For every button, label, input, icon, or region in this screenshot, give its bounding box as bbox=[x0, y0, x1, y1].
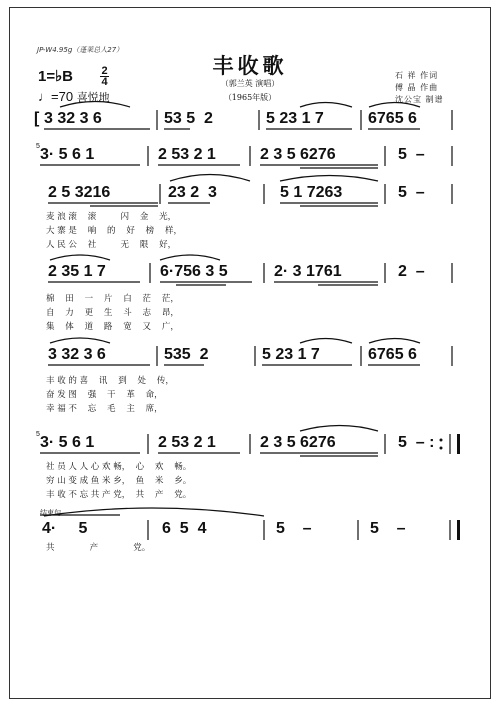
composer-credit: 傅 晶 作曲 bbox=[395, 83, 439, 92]
jump-mark-2: 5 bbox=[36, 431, 40, 438]
tempo-mood: 喜悦地 bbox=[76, 92, 110, 104]
lyricist-credit: 石 祥 作词 bbox=[395, 71, 439, 80]
lyric-line-4b: 穷 山 变 成 鱼 米 乡， 鱼 米 乡。 bbox=[46, 476, 192, 486]
lyric-line-1a: 麦 浪 滚 滚 闪 金 光， bbox=[46, 212, 177, 222]
lyric-line-2b: 自 力 更 生 斗 志 昂， bbox=[46, 308, 179, 318]
lyric-line-4c: 丰 收 不 忘 共 产 党， 共 产 党。 bbox=[46, 490, 192, 500]
singer-note: （郭兰英 演唱） bbox=[220, 79, 280, 88]
lyric-line-2a: 棉 田 一 片 白 茫 茫， bbox=[46, 294, 179, 304]
edition-note: （1965年版） bbox=[223, 93, 277, 102]
lyric-line-1c: 人 民 公 社 无 限 好， bbox=[46, 240, 177, 250]
lyric-line-3c: 幸 福 不 忘 毛 主 席， bbox=[46, 404, 163, 414]
jump-mark: 5 bbox=[36, 143, 40, 150]
lyric-line-4a: 社 员 人 人 心 欢 畅， 心 欢 畅。 bbox=[46, 462, 192, 472]
key-signature: 1=♭B bbox=[38, 68, 74, 85]
meter-denominator: 4 bbox=[101, 76, 108, 88]
lyric-line-3a: 丰 收 的 喜 讯 到 处 传， bbox=[46, 376, 174, 386]
lyric-line-5: 共 产 党。 bbox=[46, 543, 151, 553]
transcriber-credit: 沈公宝 制谱 bbox=[395, 95, 444, 104]
song-title: 丰收歌 bbox=[212, 53, 288, 78]
ending-label: 结束句 bbox=[40, 510, 61, 517]
lyric-line-2c: 集 体 道 路 宽 又 广， bbox=[46, 322, 179, 332]
tempo-bpm: ♩=70 bbox=[38, 89, 74, 104]
lyric-line-3b: 奋 发 图 强 干 革 命， bbox=[46, 390, 163, 400]
lyric-line-1b: 大 寨 是 响 的 好 榜 样， bbox=[46, 226, 182, 236]
meter-numerator: 2 bbox=[101, 65, 108, 77]
catalog-number: JP-W4.95g（蓬莱总人27） bbox=[37, 46, 124, 54]
